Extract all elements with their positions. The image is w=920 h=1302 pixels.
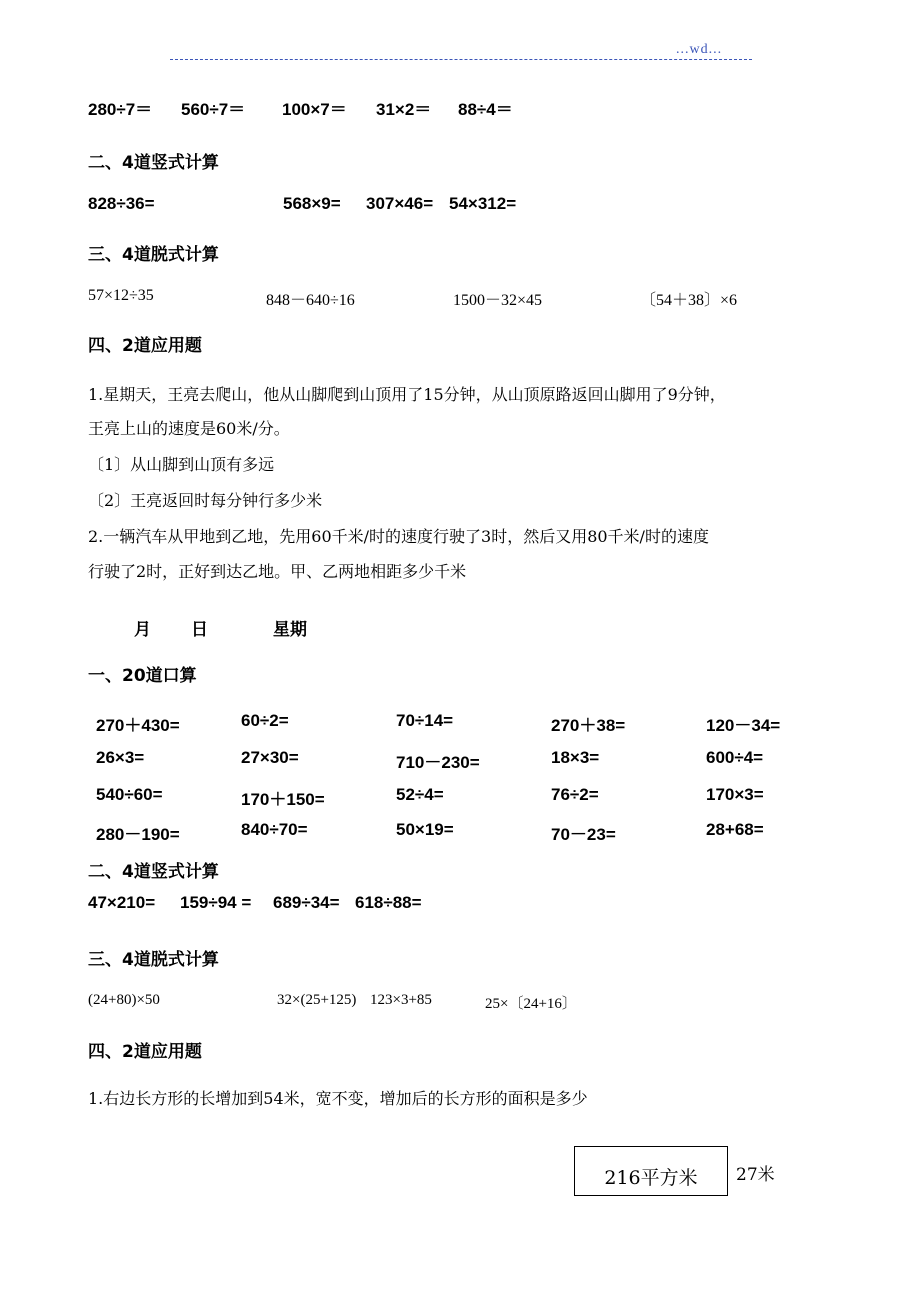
oral-item: 280÷7＝	[88, 100, 153, 119]
rectangle-width-label: 27米	[736, 1165, 775, 1185]
oral-cell: 710－230=	[396, 753, 480, 772]
vertical-item: 159÷94 =	[180, 893, 252, 912]
oral-cell: 280－190=	[96, 825, 180, 844]
vertical-item: 828÷36=	[88, 194, 155, 213]
stepwise-item: 848－640÷16	[266, 292, 355, 309]
section-title-stepwise: 三、4道脱式计算	[88, 950, 219, 970]
oral-cell: 28+68=	[706, 820, 764, 839]
section-title-oral: 一、20道口算	[88, 666, 197, 686]
problem-text: 行驶了2时，正好到达乙地。甲、乙两地相距多少千米	[88, 562, 467, 581]
stepwise-item: 1500－32×45	[453, 292, 543, 309]
oral-cell: 60÷2=	[241, 711, 289, 730]
section-title-vertical: 二、4道竖式计算	[88, 862, 219, 882]
oral-cell: 26×3=	[96, 748, 145, 767]
oral-cell: 18×3=	[551, 748, 600, 767]
oral-cell: 76÷2=	[551, 785, 599, 804]
vertical-item: 54×312=	[449, 194, 517, 213]
section-title-word-problems: 四、2道应用题	[88, 336, 202, 356]
header-mark: ...wd...	[676, 42, 723, 57]
oral-item: 560÷7＝	[181, 100, 246, 119]
section-title-vertical: 二、4道竖式计算	[88, 153, 219, 173]
rectangle-area-label: 216平方米	[604, 1167, 698, 1189]
problem-text: 王亮上山的速度是60米/分。	[88, 419, 290, 438]
oral-cell: 840÷70=	[241, 820, 308, 839]
oral-cell: 70－23=	[551, 825, 616, 844]
oral-cell: 52÷4=	[396, 785, 444, 804]
header-dashed-line	[170, 59, 752, 60]
problem-text: 2.一辆汽车从甲地到乙地，先用60千米/时的速度行驶了3时，然后又用80千米/时的速度	[88, 527, 709, 546]
oral-item: 100×7＝	[282, 100, 347, 119]
oral-item: 31×2＝	[376, 100, 432, 119]
oral-grid-row	[96, 711, 856, 735]
vertical-item: 689÷34=	[273, 893, 340, 912]
oral-cell: 50×19=	[396, 820, 454, 839]
oral-cell: 170×3=	[706, 785, 764, 804]
problem-text: 1.右边长方形的长增加到54米，宽不变，增加后的长方形的面积是多少	[88, 1089, 588, 1108]
oral-cell: 540÷60=	[96, 785, 163, 804]
vertical-item: 618÷88=	[355, 893, 422, 912]
oral-cell: 270＋430=	[96, 716, 180, 735]
stepwise-item: 25×〔24+16〕	[485, 996, 577, 1012]
stepwise-item: 32×(25+125)	[277, 992, 357, 1008]
oral-grid-row	[96, 820, 856, 844]
oral-grid-row	[96, 748, 856, 772]
stepwise-item: (24+80)×50	[88, 992, 160, 1008]
oral-cell: 27×30=	[241, 748, 299, 767]
vertical-item: 307×46=	[366, 194, 434, 213]
problem-text: 1.星期天，王亮去爬山，他从山脚爬到山顶用了15分钟，从山顶原路返回山脚用了9分钟，	[88, 385, 726, 404]
section-title-stepwise: 三、4道脱式计算	[88, 245, 219, 265]
oral-grid-row	[96, 785, 856, 809]
vertical-item: 568×9=	[283, 194, 341, 213]
problem-question: 〔2〕王亮返回时每分钟行多少米	[88, 491, 323, 510]
oral-cell: 170＋150=	[241, 790, 325, 809]
stepwise-item: 〔54＋38〕×6	[640, 292, 738, 309]
oral-cell: 70÷14=	[396, 711, 454, 730]
oral-item: 88÷4＝	[458, 100, 513, 119]
date-weekday-label: 星期	[273, 620, 307, 640]
oral-cell: 120－34=	[706, 716, 781, 735]
oral-cell: 270＋38=	[551, 716, 626, 735]
date-month-label: 月	[134, 620, 151, 640]
vertical-item: 47×210=	[88, 893, 156, 912]
problem-question: 〔1〕从山脚到山顶有多远	[88, 455, 275, 474]
stepwise-item: 123×3+85	[370, 992, 432, 1008]
rectangle-figure	[574, 1146, 728, 1196]
date-day-label: 日	[191, 620, 208, 640]
stepwise-item: 57×12÷35	[88, 287, 154, 304]
oral-cell: 600÷4=	[706, 748, 764, 767]
section-title-word-problems: 四、2道应用题	[88, 1042, 202, 1062]
